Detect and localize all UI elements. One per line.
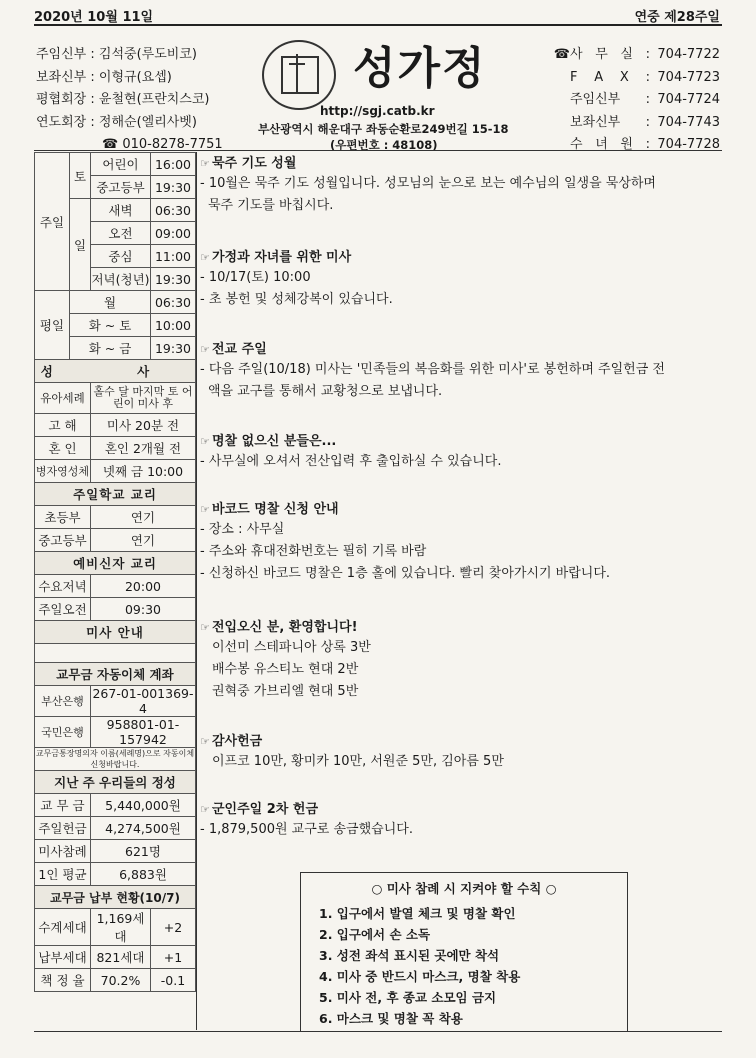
rule-item: 5. 미사 전, 후 종교 소모임 금지: [319, 990, 497, 1005]
article-thanksgiving: ☞ 감사헌금 이프코 10만, 황미카 10만, 서원준 5만, 김아름 5만: [200, 734, 504, 769]
contact-row: F A X : 704-7723: [570, 69, 720, 85]
staff-list: [36, 44, 223, 157]
top-divider: [34, 24, 722, 26]
pointing-hand-icon: ☞: [200, 735, 210, 748]
contact-row: 보좌신부 : 704-7743: [570, 114, 720, 130]
staff-row: 주임신부 : 김석중(루도비코): [36, 47, 197, 62]
article-no-badge: ☞ 명찰 없으신 분들은... - 사무실에 오셔서 전산입력 후 출입하실 수 있습니다.: [200, 434, 502, 469]
staff-phone: ☎ 010-8278-7751: [102, 137, 223, 152]
pointing-hand-icon: ☞: [200, 343, 210, 356]
article-rosary: ☞ 묵주 기도 성월 - 10월은 묵주 기도 성월입니다. 성모님의 눈으로 보는 예수님의 일생을 묵상하며 묵주 기도를 바칩시다.: [200, 156, 656, 213]
sacraments-title: 성 사: [35, 360, 196, 383]
article-welcome: ☞ 전입오신 분, 환영합니다! 이선미 스테파니아 상록 3반 배수봉 유스티노 현대 2반 권혁중 가브리엘 현대 5반: [200, 620, 371, 699]
info-sidebar: [34, 152, 197, 1030]
rules-list: [301, 903, 627, 1029]
rule-item: 2. 입구에서 손 소독: [319, 927, 431, 942]
mass-guide-title: 미사 안내: [35, 621, 196, 644]
rule-item: 6. 마스크 및 명찰 꼭 착용: [319, 1011, 463, 1026]
church-name: 성가정: [353, 43, 487, 94]
catechumen-title: 예비신자 교리: [35, 552, 196, 575]
church-logo: [262, 40, 336, 110]
pointing-hand-icon: ☞: [200, 435, 210, 448]
offering-title: 지난 주 우리들의 정성: [35, 771, 196, 794]
issue-date: 2020년 10월 11일: [34, 10, 154, 25]
pointing-hand-icon: ☞: [200, 621, 210, 634]
staff-row: 연도회장 : 정해순(엘리사벳): [36, 114, 197, 130]
rule-item: 4. 미사 중 반드시 마스크, 명찰 착용: [319, 969, 521, 984]
website-url[interactable]: http://sgj.catb.kr: [320, 104, 435, 118]
article-family-mass: ☞ 가정과 자녀를 위한 미사 - 10/17(토) 10:00 - 초 봉헌 및 성체강복이 있습니다.: [200, 250, 393, 307]
pointing-hand-icon: ☞: [200, 803, 210, 816]
rules-title: ○ 미사 참례 시 지켜야 할 수칙 ○: [371, 881, 557, 896]
article-barcode-badge: ☞ 바코드 명찰 신청 안내 - 장소 : 사무실 - 주소와 휴대전화번호는 필히 기록 바람 - 신청하신 바코드 명찰은 1층 홀에 있습니다. 빨리 찾아가시기 바랍니다.: [200, 502, 611, 581]
church-address: 부산광역시 해운대구 좌동순환로249번길 15-18: [258, 122, 509, 136]
contact-row: 수 녀 원 : 704-7728: [570, 137, 720, 152]
school-title: 주일학교 교리: [35, 483, 196, 506]
weekday-label: 평일: [35, 291, 70, 360]
contact-row: 주임신부 : 704-7724: [570, 92, 720, 107]
rule-item: 3. 성전 좌석 표시된 곳에만 착석: [319, 948, 500, 963]
mass-rules-box: [300, 872, 628, 1032]
article-military-sunday: ☞ 군인주일 2차 헌금 - 1,879,500원 교구로 송금했습니다.: [200, 802, 413, 837]
bottom-divider: [34, 1031, 722, 1032]
contact-list: [554, 44, 720, 157]
mass-times-table: 주일 토 어린이 16:00 중고등부 19:30 일 새벽 06:30 오전 09:00 중심 11:00 저녁(청년) 19:30 평일 월 06:30 화 ~ 토 10:00 화 ~ 금 19:30 성 사 유아세례 홀수 달 마지막 토 어린이 미사 후 고 해 미사 20분 전 혼 인 혼인 2개월 전 병자영성체 넷째 금 10:00 주일학교 교리 초등부 연기 중고등부 연기 예비신자 교리 수요저녁 20:00 주일오전 09:30 미사 안내 교무금 자동이체 계좌 부산은행 267-01-001369-4 국민은행 958801-01-157942 교무금통장명의자 이름(세례명)으로 자동이체 신청바랍니다. 지난 주 우리들의 정성 교 무 금 5,440,000원 주일헌금 4,274,500원 미사참례 621명 1인 평균 6,883원 교무금 납부 현황(10/7) 수계세대 1,169세대 +2 납부세대 821세대 +1 책 정 율 70.2% -0.1: [34, 152, 196, 992]
transfer-note: 교무금통장명의자 이름(세례명)으로 자동이체 신청바랍니다.: [35, 749, 195, 769]
pointing-hand-icon: ☞: [200, 503, 210, 516]
pointing-hand-icon: ☞: [200, 251, 210, 264]
staff-row: 평협회장 : 윤철현(프란치스코): [36, 92, 210, 107]
header-divider: [34, 150, 722, 151]
staff-row: 보좌신부 : 이형규(요셉): [36, 69, 172, 85]
contact-row: ☎ 사 무 실 : 704-7722: [554, 44, 720, 67]
transfer-title: 교무금 자동이체 계좌: [35, 663, 196, 686]
pointing-hand-icon: ☞: [200, 157, 210, 170]
phone-icon: ☎: [553, 47, 570, 62]
phone-icon: ☎: [102, 137, 119, 152]
rule-item: 1. 입구에서 발열 체크 및 명찰 확인: [319, 906, 516, 921]
liturgical-week: 연중 제28주일: [634, 10, 720, 25]
article-mission-sunday: ☞ 전교 주일 - 다음 주일(10/18) 미사는 '민족들의 복음화를 위한 미사'로 봉헌하며 주일헌금 전 액을 교구를 통해서 교황청으로 보냅니다.: [200, 342, 665, 399]
dues-title: 교무금 납부 현황(10/7): [35, 886, 196, 909]
zip-code: (우편번호 : 48108): [330, 138, 438, 152]
